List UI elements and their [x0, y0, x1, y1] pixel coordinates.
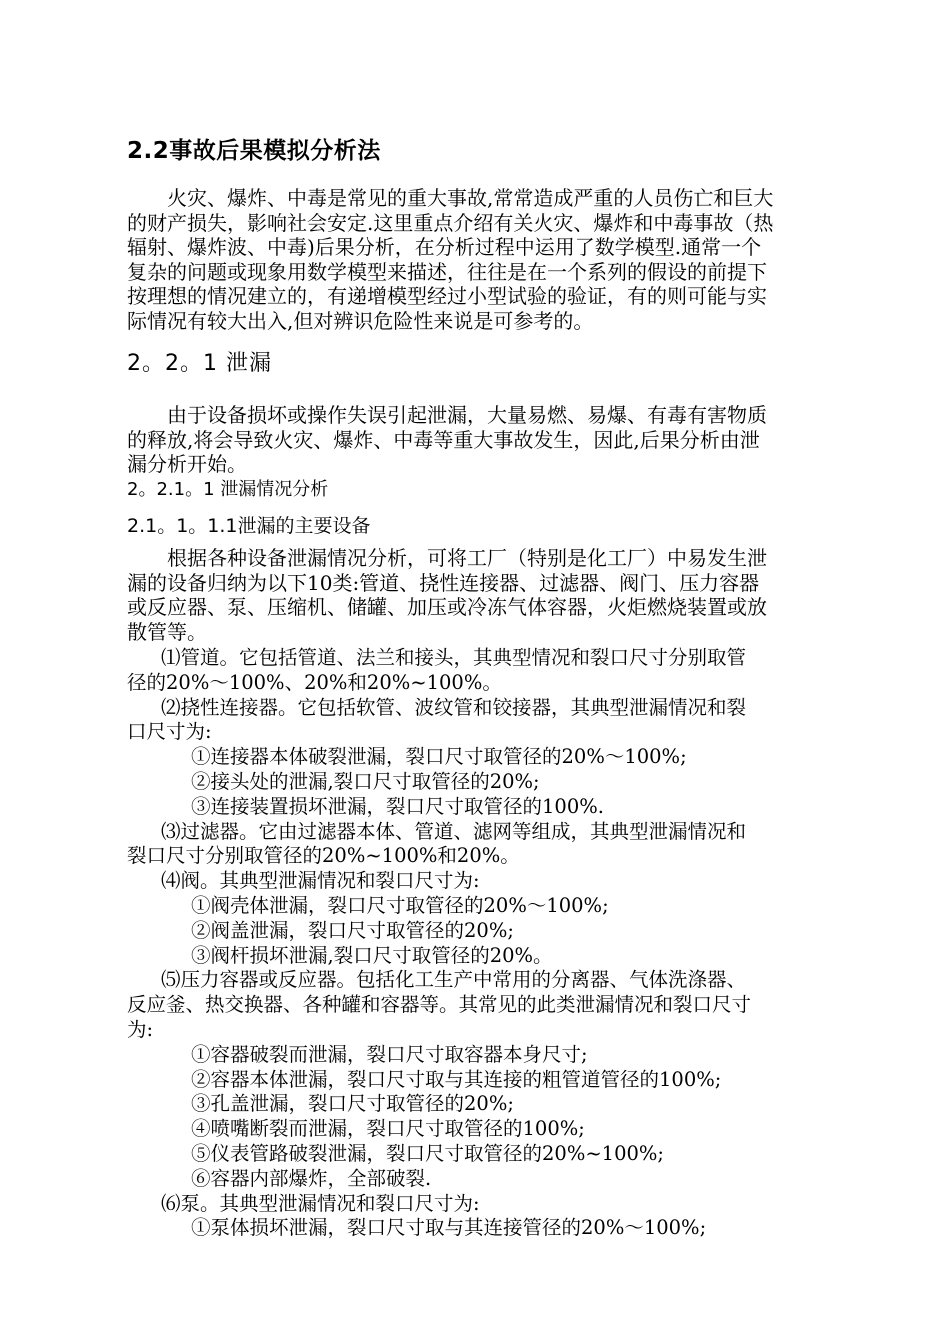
list-item: ①容器破裂而泄漏，裂口尺寸取容器本身尺寸; — [191, 1042, 588, 1066]
subsub-title: 2。2.1。1 泄漏情况分析 — [127, 479, 329, 500]
list-item: 反应釜、热交换器、各种罐和容器等。其常见的此类泄漏情况和裂口尺寸 — [127, 993, 752, 1017]
text-line: 或反应器、泵、压缩机、储罐、加压或冷冻气体容器，火炬燃烧装置或放 — [127, 595, 767, 620]
list-item: ①泵体损坏泄漏，裂口尺寸取与其连接管径的20%～100%; — [191, 1216, 707, 1240]
list-item: ⑵挠性连接器。它包括软管、波纹管和铰接器，其典型泄漏情况和裂 — [161, 695, 747, 719]
text-line: 按理想的情况建立的，有递增模型经过小型试验的验证，有的则可能与实 — [127, 284, 767, 309]
list-item: ⑴管道。它包括管道、法兰和接头，其典型情况和裂口尺寸分别取管 — [161, 646, 747, 669]
list-item: ①连接器本体破裂泄漏，裂口尺寸取管径的20%～100%; — [191, 745, 687, 769]
subsection-title: 2。2。1 泄漏 — [127, 351, 272, 376]
text-line: 根据各种设备泄漏情况分析，可将工厂（特别是化工厂）中易发生泄 — [127, 546, 767, 570]
list-item: ③阀杆损坏泄漏,裂口尺寸取管径的20%。 — [191, 943, 553, 967]
list-item: ②容器本体泄漏，裂口尺寸取与其连接的粗管道管径的100%; — [191, 1067, 722, 1091]
list-item: ⑥容器内部爆炸，全部破裂. — [191, 1166, 432, 1190]
text-line: 辐射、爆炸波、中毒)后果分析，在分析过程中运用了数学模型.通常一个 — [127, 235, 762, 260]
list-item: ⑤仪表管路破裂泄漏，裂口尺寸取管径的20%~100%; — [191, 1141, 664, 1165]
list-item: ⑷阀。其典型泄漏情况和裂口尺寸为: — [161, 869, 480, 893]
list-item: 口尺寸为: — [127, 720, 212, 744]
intro-paragraph — [127, 186, 863, 334]
list-item: ③连接装置损坏泄漏，裂口尺寸取管径的100%. — [191, 794, 604, 818]
subsubsub-title: 2.1。1。1.1泄漏的主要设备 — [127, 515, 371, 537]
text-line: 漏分析开始。 — [127, 452, 247, 477]
equipment-intro-paragraph — [127, 546, 863, 644]
list-item: ⑸压力容器或反应器。包括化工生产中常用的分离器、气体洗涤器、 — [161, 968, 747, 992]
text-line: 的释放,将会导致火灾、爆炸、中毒等重大事故发生，因此,后果分析由泄 — [127, 427, 760, 452]
text-line: 火灾、爆炸、中毒是常见的重大事故,常常造成严重的人员伤亡和巨大 — [127, 186, 774, 210]
list-item: ①阀壳体泄漏，裂口尺寸取管径的20%～100%; — [191, 893, 609, 917]
section-title: 2.2事故后果模拟分析法 — [127, 138, 381, 164]
list-item: ②阀盖泄漏，裂口尺寸取管径的20%; — [191, 918, 514, 942]
list-item: ②接头处的泄漏,裂口尺寸取管径的20%; — [191, 769, 540, 793]
text-line: 散管等。 — [127, 619, 207, 644]
list-item: ⑶过滤器。它由过滤器本体、管道、滤网等组成，其典型泄漏情况和 — [161, 819, 747, 843]
list-item: 径的20%～100%、20%和20%~100%。 — [127, 670, 502, 694]
list-item: 裂口尺寸分别取管径的20%~100%和20%。 — [127, 844, 520, 868]
list-item: ③孔盖泄漏，裂口尺寸取管径的20%; — [191, 1092, 514, 1116]
text-line: 际情况有较大出入,但对辨识危险性来说是可参考的。 — [127, 308, 594, 333]
equipment-list — [127, 646, 867, 1241]
list-item: ⑹泵。其典型泄漏情况和裂口尺寸为: — [161, 1191, 480, 1215]
text-line: 漏的设备归纳为以下10类:管道、挠性连接器、过滤器、阀门、压力容器 — [127, 570, 760, 595]
text-line: 复杂的问题或现象用数学模型来描述，往往是在一个系列的假设的前提下 — [127, 259, 767, 284]
text-line: 由于设备损坏或操作失误引起泄漏，大量易燃、易爆、有毒有害物质 — [127, 403, 767, 427]
list-item: 为: — [127, 1017, 154, 1041]
text-line: 的财产损失，影响社会安定.这里重点介绍有关火灾、爆炸和中毒事故（热 — [127, 210, 774, 235]
list-item: ④喷嘴断裂而泄漏，裂口尺寸取管径的100%; — [191, 1117, 585, 1141]
leak-intro-paragraph — [127, 403, 863, 477]
